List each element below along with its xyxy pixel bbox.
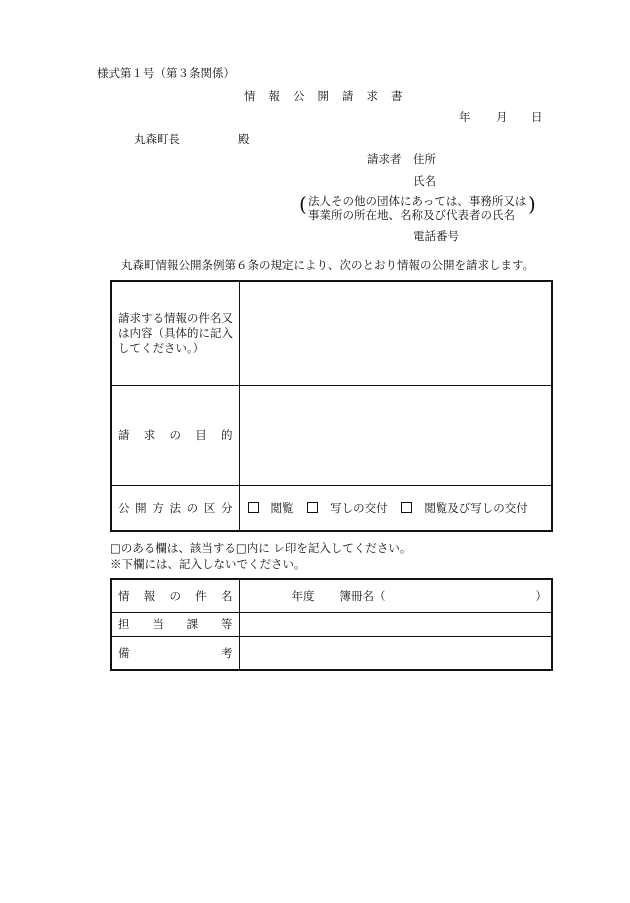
- date-day-label: 日: [531, 110, 543, 124]
- request-subject-field[interactable]: [239, 281, 552, 385]
- request-statement: 丸森町情報公開条例第６条の規定により、次のとおり情報の公開を請求します。: [121, 258, 535, 272]
- checkbox-note: □のある欄は、該当する□内に レ印を記入してください。: [110, 541, 412, 555]
- request-purpose-field[interactable]: [239, 385, 552, 485]
- request-purpose-label: 請 求 の 目 的: [118, 428, 233, 442]
- disclosure-method-options: [239, 485, 552, 531]
- form-number: 様式第１号（第３条関係）: [97, 66, 235, 80]
- request-subject-label: 請求する情報の件名又は内容（具体的に記入してください。）: [118, 310, 233, 355]
- ledger-name-label: 簿冊名（: [339, 589, 386, 603]
- info-title-field: [239, 579, 552, 612]
- fiscal-year-label: 年度: [291, 589, 315, 603]
- office-use-note: ※下欄には、記入しないでください。: [110, 557, 306, 571]
- department-field: [239, 612, 552, 636]
- option-inspection-and-copy[interactable]: 閲覧及び写しの交付: [401, 500, 528, 516]
- name-label: 氏名: [413, 174, 436, 188]
- info-title-label: 情 報 の 件 名: [118, 588, 233, 603]
- phone-label: 電話番号: [413, 229, 459, 243]
- remarks-label-cell: [111, 636, 239, 670]
- page-title: 情報公開請求書: [244, 89, 416, 103]
- checkbox-copy[interactable]: [307, 502, 318, 513]
- addressee: 丸森町長: [134, 132, 180, 146]
- remarks-field: [239, 636, 552, 670]
- requester-label: 請求者: [367, 152, 402, 166]
- option-inspection[interactable]: 閲覧: [248, 500, 294, 516]
- checkbox-inspection[interactable]: [248, 502, 259, 513]
- note-close-paren: ): [528, 192, 536, 216]
- request-table: [110, 280, 553, 532]
- option-copy[interactable]: 写しの交付: [307, 500, 388, 516]
- checkbox-inspection-and-copy[interactable]: [401, 502, 412, 513]
- remarks-label: 備 考: [118, 645, 233, 660]
- office-use-table: [110, 578, 553, 671]
- disclosure-method-label-cell: [111, 485, 239, 531]
- corporate-note-line1: 法人その他の団体にあっては、事務所又は: [308, 194, 527, 208]
- note-open-paren: (: [299, 192, 307, 216]
- address-label: 住所: [413, 152, 436, 166]
- disclosure-method-label: 公 開 方 法 の 区 分: [118, 500, 233, 515]
- info-title-label-cell: [111, 579, 239, 612]
- ledger-close-paren: ）: [535, 589, 547, 603]
- request-purpose-label-cell: [111, 385, 239, 485]
- request-subject-label-cell: [111, 281, 239, 385]
- department-label-cell: [111, 612, 239, 636]
- honorific: 殿: [238, 132, 250, 146]
- department-label: 担 当 課 等: [118, 617, 233, 631]
- date-month-label: 月: [496, 110, 508, 124]
- date-year-label: 年: [459, 110, 471, 124]
- corporate-note-line2: 事業所の所在地、名称及び代表者の氏名: [308, 208, 515, 222]
